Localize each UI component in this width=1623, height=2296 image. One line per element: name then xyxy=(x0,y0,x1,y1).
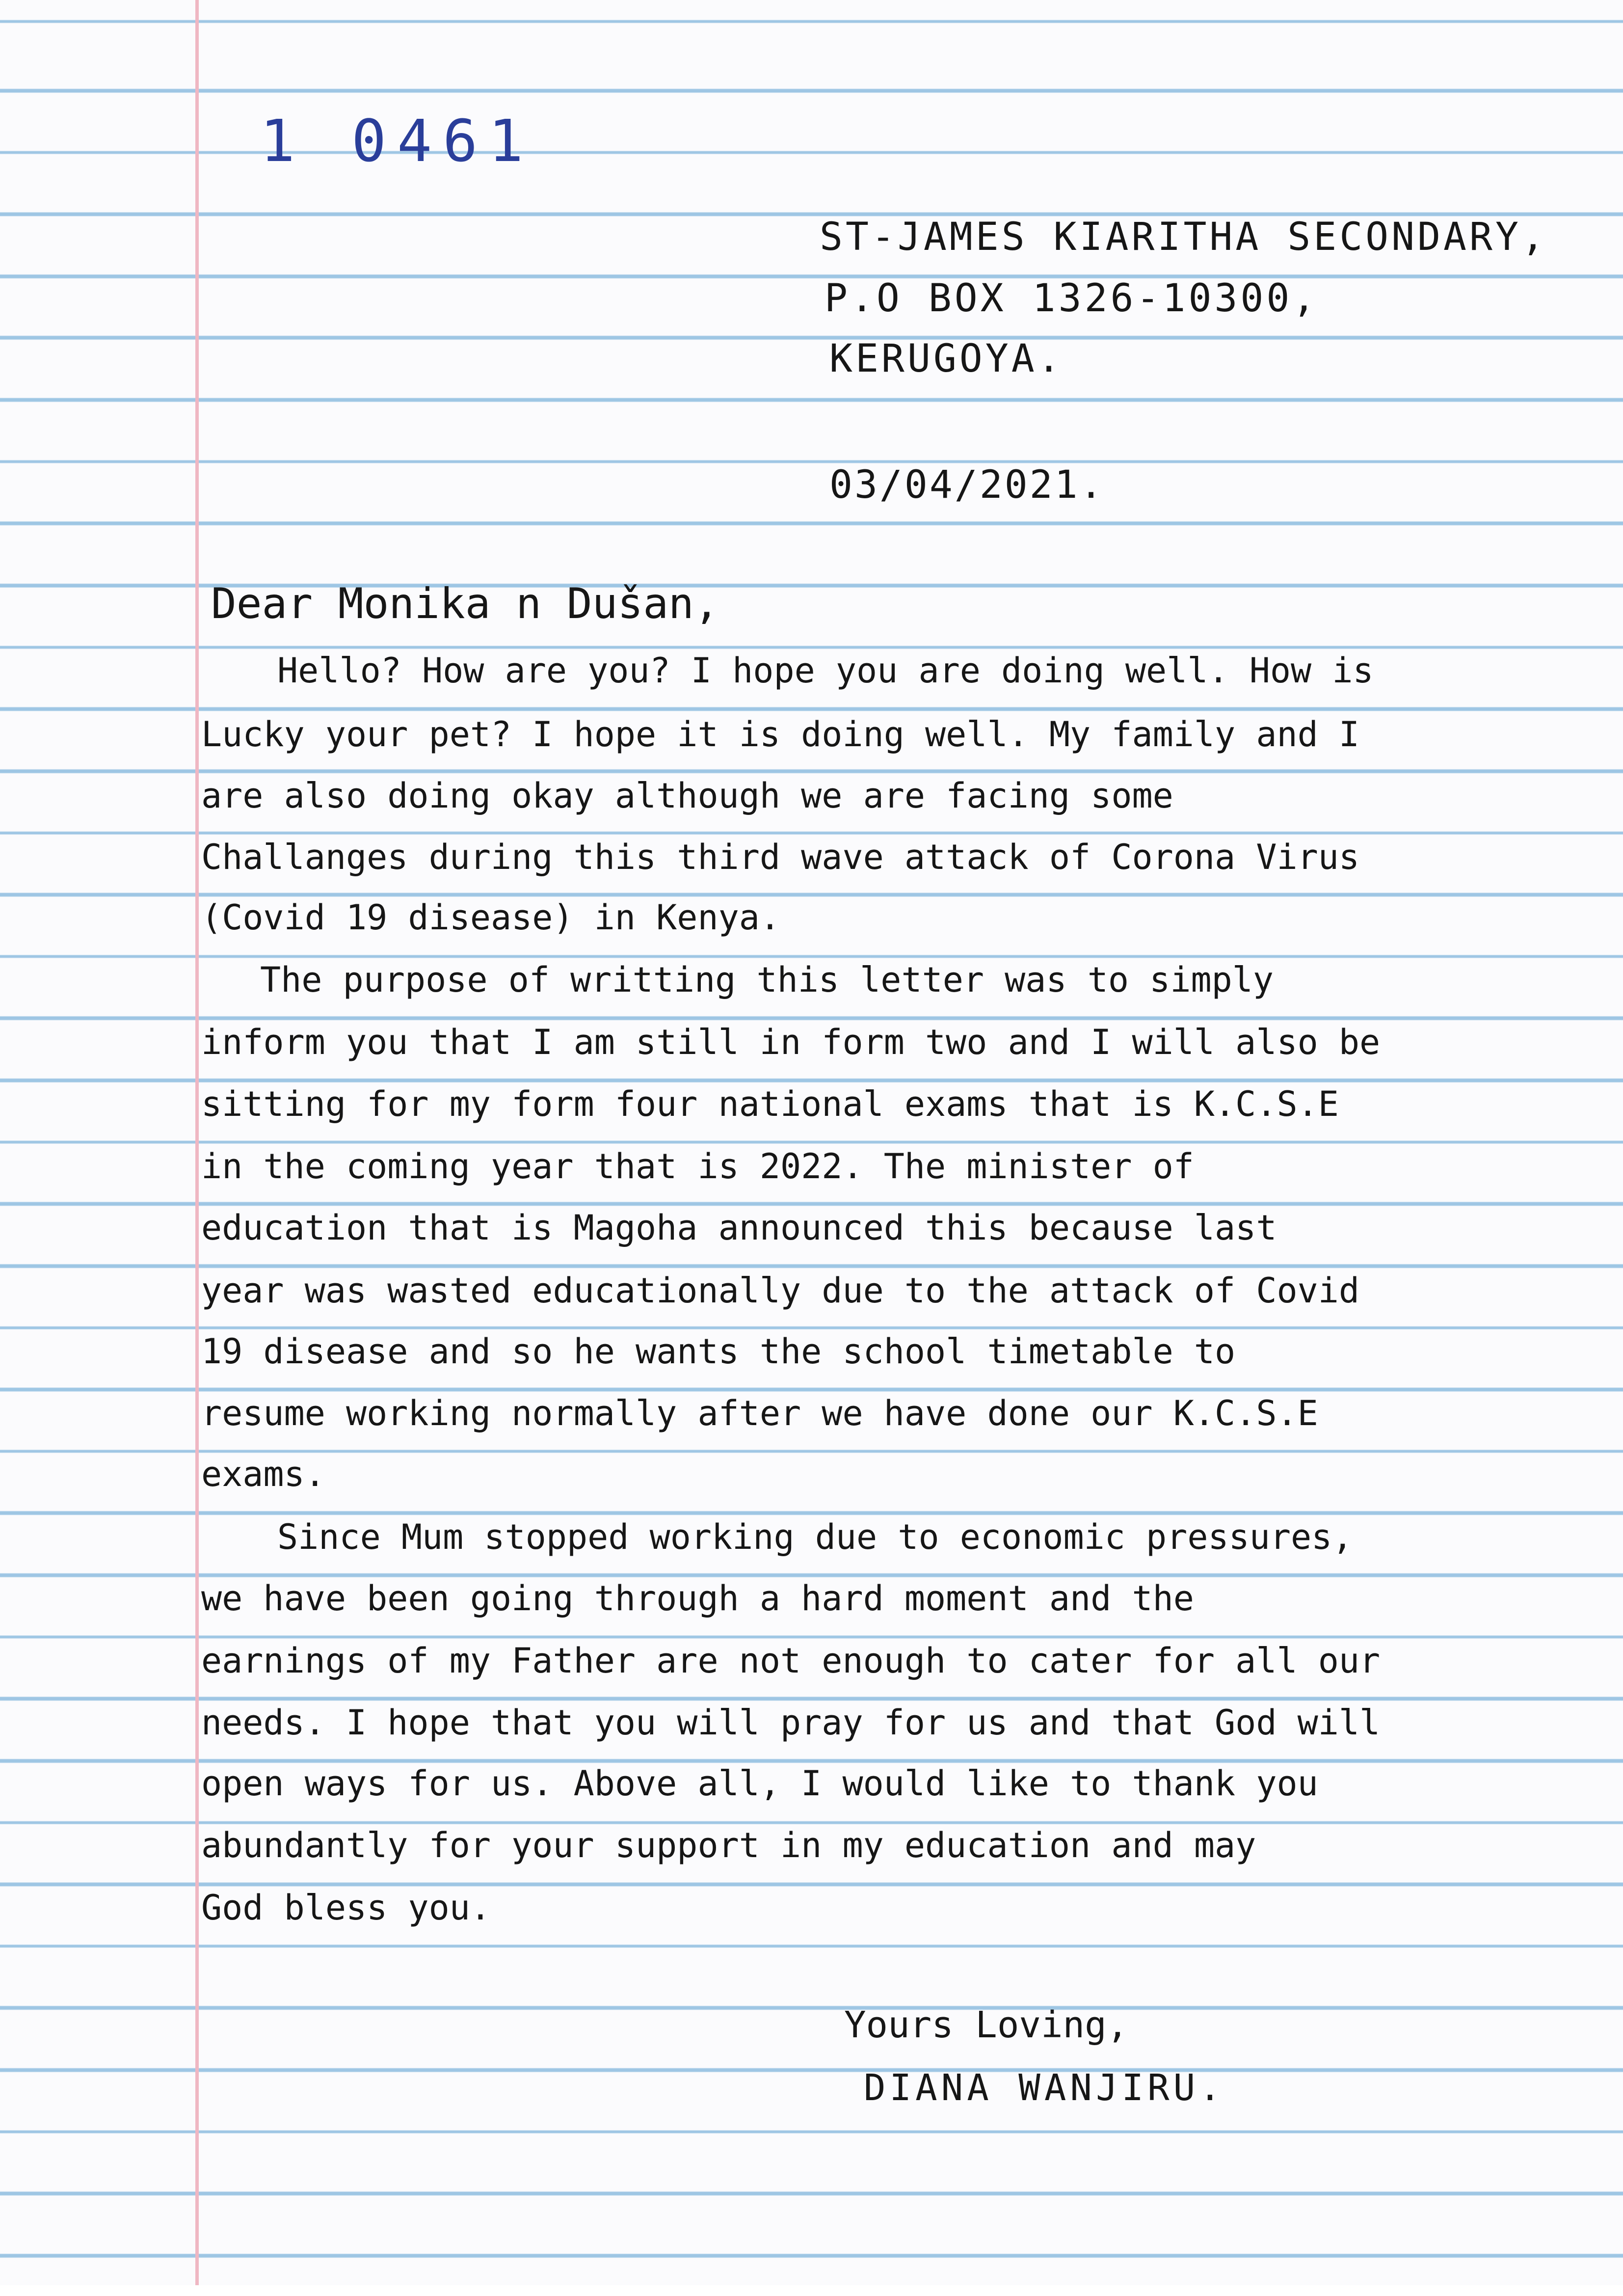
body-line: year was wasted educationally due to the attack of Covid xyxy=(201,1270,1360,1311)
body-line: sitting for my form four national exams that is K.C.S.E xyxy=(201,1084,1339,1124)
body-line: Hello? How are you? I hope you are doing well. How is xyxy=(277,650,1374,691)
address-line-po-box: P.O BOX 1326-10300, xyxy=(825,276,1319,321)
body-line: abundantly for your support in my education and may xyxy=(201,1825,1256,1865)
body-line: open ways for us. Above all, I would like to thank you xyxy=(201,1763,1318,1804)
closing: Yours Loving, xyxy=(844,2004,1129,2046)
body-line: in the coming year that is 2022. The minister of xyxy=(201,1146,1194,1187)
body-line: resume working normally after we have done our K.C.S.E xyxy=(201,1393,1318,1433)
body-line: God bless you. xyxy=(201,1888,491,1928)
address-line-school: ST-JAMES KIARITHA SECONDARY, xyxy=(820,215,1547,259)
body-line: 19 disease and so he wants the school timetable to xyxy=(201,1331,1236,1372)
body-line: The purpose of writting this letter was to simply xyxy=(260,960,1274,1000)
paper-bottom-edge xyxy=(0,2285,1623,2296)
body-line: (Covid 19 disease) in Kenya. xyxy=(201,897,781,938)
signature: DIANA WANJIRU. xyxy=(864,2067,1225,2109)
letter-date: 03/04/2021. xyxy=(829,463,1105,507)
body-line: Challanges during this third wave attack of Corona Virus xyxy=(201,837,1360,877)
body-line: are also doing okay although we are facing some xyxy=(201,776,1173,816)
margin-line xyxy=(195,0,199,2296)
reference-number: 1 0461 xyxy=(260,107,534,175)
body-line: Lucky your pet? I hope it is doing well. My family and I xyxy=(201,714,1360,755)
body-line: earnings of my Father are not enough to cater for all our xyxy=(201,1641,1381,1681)
body-line: inform you that I am still in form two and I will also be xyxy=(201,1022,1381,1062)
body-line: education that is Magoha announced this because last xyxy=(201,1208,1277,1248)
body-line: exams. xyxy=(201,1454,325,1494)
body-line: needs. I hope that you will pray for us and that God will xyxy=(201,1702,1381,1743)
body-line: we have been going through a hard moment and the xyxy=(201,1578,1194,1619)
address-line-town: KERUGOYA. xyxy=(829,337,1064,381)
salutation: Dear Monika n Dušan, xyxy=(211,579,719,628)
body-line: Since Mum stopped working due to economic pressures, xyxy=(277,1517,1353,1557)
